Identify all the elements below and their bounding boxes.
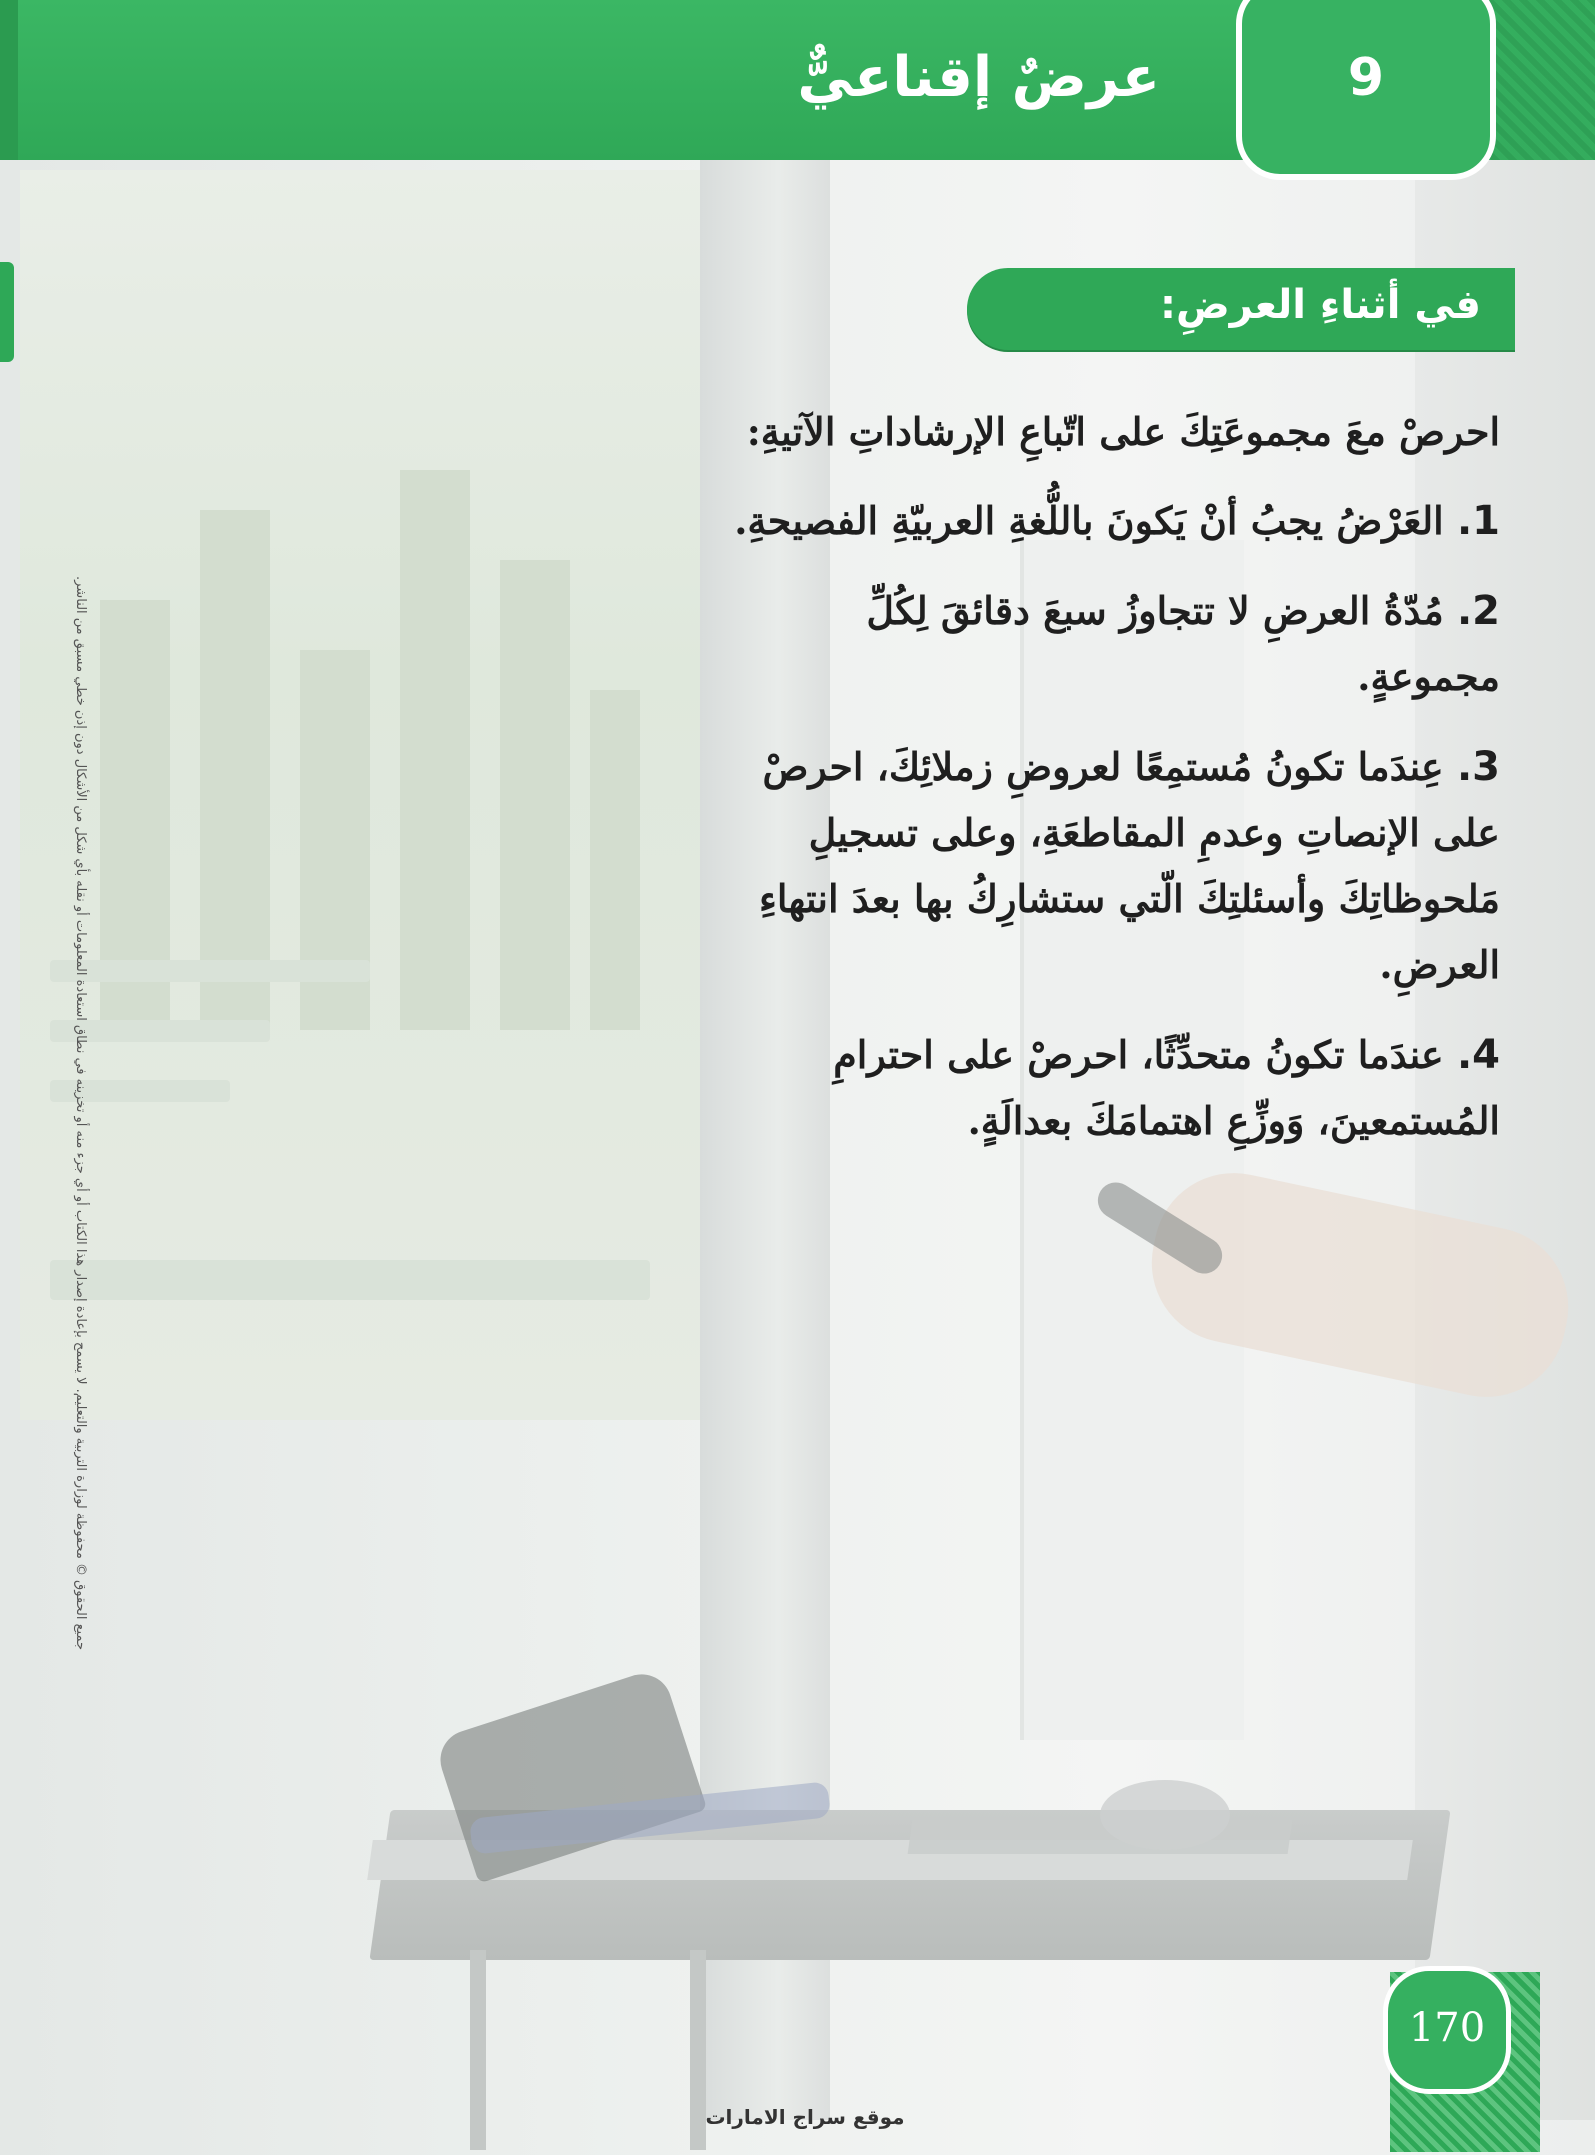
keyboard xyxy=(908,1820,1293,1854)
item-text: عِندَما تكونُ مُستمِعًا لعروضِ زملائِكَ، احرصْ على الإنصاتِ وعدمِ المقاطعَةِ، وعلى تسجيلِ مَلحوظاتِكَ وأسئلتِكَ الّتي ستشارِكُ بها بعدَ انتهاءِ العرضِ. xyxy=(759,744,1500,987)
section-heading xyxy=(967,268,1515,350)
item-number: 4. xyxy=(1456,1032,1500,1078)
projected-chart xyxy=(60,410,660,1030)
list-item xyxy=(730,488,1500,554)
item-text: مُدّةُ العرضِ لا تتجاوزُ سبعَ دقائقَ لِكُلِّ مجموعةٍ. xyxy=(866,588,1500,699)
projection-screen xyxy=(20,170,700,1420)
instructions xyxy=(730,400,1500,1178)
lesson-number-tab xyxy=(1236,0,1496,180)
list-item xyxy=(730,1022,1500,1154)
lesson-number: 9 xyxy=(1347,48,1385,108)
page-header xyxy=(0,0,1595,160)
item-number: 2. xyxy=(1456,588,1500,634)
intro-text: احرصْ معَ مجموعَتِكَ على اتّباعِ الإرشاداتِ الآتيةِ: xyxy=(746,409,1500,454)
item-text: عندَما تكونُ متحدِّثًا، احرصْ على احترامِ المُستمعينَ، وَوزِّعِ اهتمامَكَ بعدالَةٍ. xyxy=(833,1032,1500,1143)
side-marker xyxy=(0,262,14,362)
copyright-notice: جميع الحقوق © محفوظة لوزارة التربية والتعليم. لا يسمح بإعادة إصدار هذا الكتاب أو أي جزء منه أو تخزينه في نطاق استعادة المعلومات أو نقله بأي شكل من الأشكال دون إذن خطي مسبق من الناشر. xyxy=(73,576,88,1650)
lesson-title: عرضٌ إقناعيٌّ xyxy=(797,45,1160,110)
list-item xyxy=(730,734,1500,998)
table-leg xyxy=(470,1950,486,2150)
section-title: في أثناءِ العرضِ: xyxy=(1159,282,1481,328)
footer-site-name: موقع سراج الامارات xyxy=(705,2105,905,2129)
page-number-badge xyxy=(1383,1966,1511,2094)
item-text: العَرْضُ يجبُ أنْ يَكونَ باللُّغةِ العربيّةِ الفصيحةِ. xyxy=(734,498,1444,543)
item-number: 3. xyxy=(1456,744,1500,790)
item-number: 1. xyxy=(1456,498,1500,544)
header-edge xyxy=(0,0,18,160)
mouse xyxy=(1100,1780,1230,1850)
page-number: 170 xyxy=(1408,2005,1486,2051)
list-item xyxy=(730,578,1500,710)
